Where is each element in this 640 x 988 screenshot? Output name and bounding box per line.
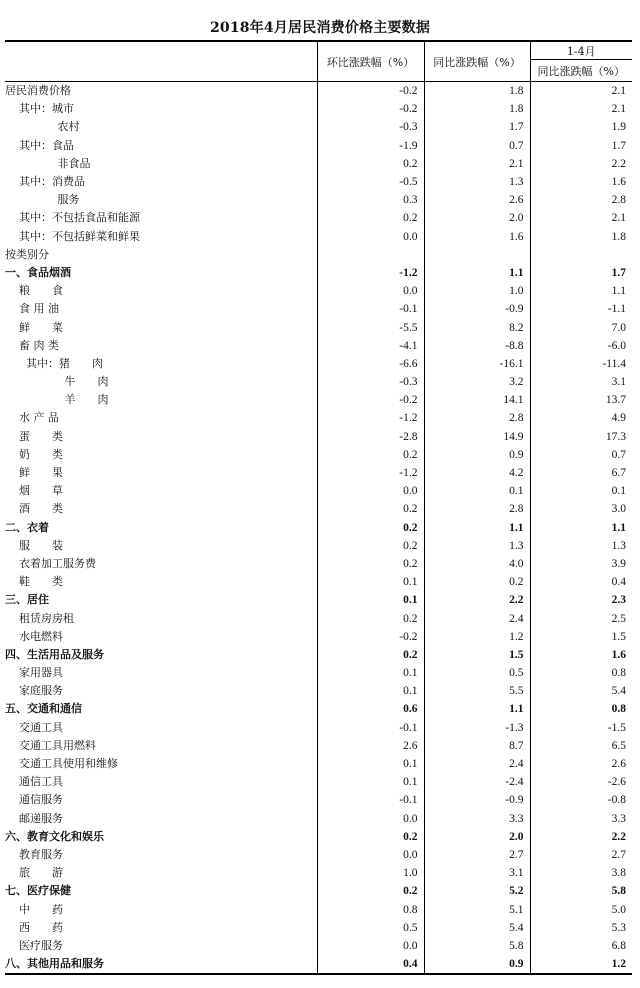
row-cum-value: 1.5 xyxy=(530,628,632,646)
row-label: 按类别分 xyxy=(5,247,49,261)
row-label: 其中：猪 肉 xyxy=(5,356,103,370)
row-yoy-value: 3.1 xyxy=(424,864,530,882)
row-label: 其中：食品 xyxy=(5,138,74,152)
row-cum-value: 2.8 xyxy=(530,191,632,209)
row-mom-value: 0.1 xyxy=(317,573,424,591)
table-row xyxy=(5,155,632,173)
table-row xyxy=(5,719,632,737)
row-mom-value: 1.0 xyxy=(317,864,424,882)
row-yoy-value: 2.6 xyxy=(424,191,530,209)
row-mom-value: 0.2 xyxy=(317,609,424,627)
table-row xyxy=(5,482,632,500)
row-yoy-value: 0.9 xyxy=(424,446,530,464)
row-mom-value: -1.2 xyxy=(317,464,424,482)
row-label: 居民消费价格 xyxy=(5,82,317,101)
row-cum-value: 2.3 xyxy=(530,591,632,609)
row-mom-value: 0.8 xyxy=(317,900,424,918)
row-yoy-value: 2.8 xyxy=(424,500,530,518)
row-yoy-value: 0.2 xyxy=(424,573,530,591)
row-mom-value: 0.5 xyxy=(317,919,424,937)
row-label: 六、教育文化和娱乐 xyxy=(5,829,104,843)
row-cum-value: -1.1 xyxy=(530,300,632,318)
table-row xyxy=(5,537,632,555)
row-yoy-value: 1.6 xyxy=(424,228,530,246)
table-row xyxy=(5,373,632,391)
table-row xyxy=(5,646,632,664)
row-cum-value: 13.7 xyxy=(530,391,632,409)
row-label: 蛋 类 xyxy=(5,429,63,443)
table-row xyxy=(5,846,632,864)
row-mom-value: -5.5 xyxy=(317,318,424,336)
row-cum-value xyxy=(530,246,632,264)
row-label: 交通工具 xyxy=(5,720,63,734)
table-row xyxy=(5,173,632,191)
row-mom-value: 0.0 xyxy=(317,810,424,828)
row-yoy-value: 2.4 xyxy=(424,755,530,773)
row-cum-value: -1.5 xyxy=(530,719,632,737)
header-cum-yoy: 同比涨跌幅（%） xyxy=(530,60,632,82)
row-mom-value: 0.2 xyxy=(317,209,424,227)
table-body xyxy=(5,82,632,975)
table-row xyxy=(5,591,632,609)
row-cum-value: 5.4 xyxy=(530,682,632,700)
row-mom-value: 0.0 xyxy=(317,937,424,955)
cpi-table xyxy=(5,40,632,975)
row-cum-value: 2.1 xyxy=(530,100,632,118)
row-mom-value: 0.1 xyxy=(317,755,424,773)
row-label: 交通工具使用和维修 xyxy=(5,757,118,771)
row-mom-value: 0.0 xyxy=(317,282,424,300)
row-mom-value: -1.2 xyxy=(317,409,424,427)
row-yoy-value: 0.9 xyxy=(424,955,530,974)
row-label: 其中：城市 xyxy=(5,102,74,116)
row-yoy-value: 3.2 xyxy=(424,373,530,391)
row-yoy-value: 2.8 xyxy=(424,409,530,427)
row-yoy-value: 14.9 xyxy=(424,428,530,446)
table-row xyxy=(5,919,632,937)
row-cum-value: 3.1 xyxy=(530,373,632,391)
row-cum-value: 2.1 xyxy=(530,209,632,227)
row-mom-value: -0.1 xyxy=(317,791,424,809)
row-label: 服 装 xyxy=(5,538,63,552)
table-row xyxy=(5,700,632,718)
row-yoy-value: 1.2 xyxy=(424,628,530,646)
row-cum-value: 3.0 xyxy=(530,500,632,518)
row-mom-value: -0.5 xyxy=(317,173,424,191)
row-label: 通信工具 xyxy=(5,775,63,789)
row-label: 烟 草 xyxy=(5,484,63,498)
row-yoy-value: 4.2 xyxy=(424,464,530,482)
row-label: 畜 肉 类 xyxy=(5,338,59,352)
row-yoy-value: 1.8 xyxy=(424,82,530,101)
row-label: 鲜 果 xyxy=(5,466,63,480)
row-cum-value: 3.9 xyxy=(530,555,632,573)
table-row xyxy=(5,628,632,646)
row-cum-value: 1.9 xyxy=(530,118,632,136)
table-row xyxy=(5,228,632,246)
row-yoy-value: 2.2 xyxy=(424,591,530,609)
row-mom-value: -0.3 xyxy=(317,373,424,391)
row-label: 教育服务 xyxy=(5,847,63,861)
table-row xyxy=(5,409,632,427)
row-label: 水 产 品 xyxy=(5,411,59,425)
row-label: 租赁房房租 xyxy=(5,611,74,625)
row-mom-value: -0.2 xyxy=(317,100,424,118)
row-label: 八、其他用品和服务 xyxy=(5,955,317,974)
row-yoy-value: 1.1 xyxy=(424,700,530,718)
row-cum-value: 3.8 xyxy=(530,864,632,882)
row-mom-value: -0.2 xyxy=(317,391,424,409)
row-cum-value: 1.2 xyxy=(530,955,632,974)
row-mom-value: -6.6 xyxy=(317,355,424,373)
row-cum-value: 0.4 xyxy=(530,573,632,591)
row-mom-value: -0.3 xyxy=(317,118,424,136)
row-mom-value: 0.1 xyxy=(317,664,424,682)
row-label: 七、医疗保健 xyxy=(5,884,71,898)
table-row xyxy=(5,555,632,573)
table-row xyxy=(5,519,632,537)
table-row xyxy=(5,337,632,355)
row-yoy-value: 0.7 xyxy=(424,137,530,155)
row-label: 通信服务 xyxy=(5,793,63,807)
table-row xyxy=(5,573,632,591)
row-yoy-value: 1.3 xyxy=(424,173,530,191)
row-cum-value: 2.1 xyxy=(530,82,632,101)
table-row xyxy=(5,737,632,755)
table-row xyxy=(5,773,632,791)
row-yoy-value: 2.1 xyxy=(424,155,530,173)
table-row xyxy=(5,955,632,974)
row-cum-value: 7.0 xyxy=(530,318,632,336)
row-label: 四、生活用品及服务 xyxy=(5,647,104,661)
row-cum-value: 0.1 xyxy=(530,482,632,500)
row-mom-value: 0.1 xyxy=(317,773,424,791)
row-cum-value: 2.6 xyxy=(530,755,632,773)
row-mom-value: -0.2 xyxy=(317,82,424,101)
header-period: 1-4月 xyxy=(530,41,632,60)
row-yoy-value: 0.1 xyxy=(424,482,530,500)
row-label: 西 药 xyxy=(5,920,63,934)
row-label: 家用器具 xyxy=(5,666,63,680)
row-mom-value: 0.3 xyxy=(317,191,424,209)
table-row xyxy=(5,118,632,136)
table-row xyxy=(5,82,632,101)
row-mom-value: 0.2 xyxy=(317,155,424,173)
row-label: 服务 xyxy=(5,193,80,207)
table-row xyxy=(5,355,632,373)
row-yoy-value: -0.9 xyxy=(424,791,530,809)
table-row xyxy=(5,664,632,682)
row-yoy-value: 2.7 xyxy=(424,846,530,864)
row-yoy-value: 3.3 xyxy=(424,810,530,828)
row-cum-value: 0.8 xyxy=(530,700,632,718)
row-yoy-value: -0.9 xyxy=(424,300,530,318)
row-yoy-value: 1.0 xyxy=(424,282,530,300)
row-yoy-value: 5.8 xyxy=(424,937,530,955)
row-label: 二、衣着 xyxy=(5,520,49,534)
row-yoy-value: 5.4 xyxy=(424,919,530,937)
row-label: 粮 食 xyxy=(5,284,63,298)
row-mom-value: 0.2 xyxy=(317,828,424,846)
row-yoy-value: 5.5 xyxy=(424,682,530,700)
row-mom-value: -2.8 xyxy=(317,428,424,446)
table-row xyxy=(5,282,632,300)
row-label: 水电燃料 xyxy=(5,629,63,643)
row-label: 中 药 xyxy=(5,902,63,916)
row-yoy-value: 1.1 xyxy=(424,264,530,282)
row-label: 鞋 类 xyxy=(5,575,63,589)
row-cum-value: -6.0 xyxy=(530,337,632,355)
row-yoy-value: 14.1 xyxy=(424,391,530,409)
row-yoy-value: 8.2 xyxy=(424,318,530,336)
row-label: 邮递服务 xyxy=(5,811,63,825)
table-row xyxy=(5,300,632,318)
table-row xyxy=(5,810,632,828)
row-cum-value: 6.8 xyxy=(530,937,632,955)
header-blank-cell xyxy=(5,41,317,82)
row-label: 家庭服务 xyxy=(5,684,63,698)
row-yoy-value: 2.0 xyxy=(424,209,530,227)
row-yoy-value: 0.5 xyxy=(424,664,530,682)
row-label: 牛 肉 xyxy=(5,375,109,389)
row-yoy-value: 1.7 xyxy=(424,118,530,136)
row-cum-value: 1.6 xyxy=(530,173,632,191)
table-row xyxy=(5,246,632,264)
row-label: 羊 肉 xyxy=(5,393,109,407)
row-mom-value: 0.4 xyxy=(317,955,424,974)
row-yoy-value: -16.1 xyxy=(424,355,530,373)
row-mom-value: 0.2 xyxy=(317,882,424,900)
row-cum-value: 4.9 xyxy=(530,409,632,427)
table-header xyxy=(5,41,632,82)
row-yoy-value: 2.4 xyxy=(424,609,530,627)
row-cum-value: 2.2 xyxy=(530,828,632,846)
row-mom-value: 0.2 xyxy=(317,646,424,664)
row-yoy-value: 1.1 xyxy=(424,519,530,537)
row-cum-value: 6.7 xyxy=(530,464,632,482)
row-label: 医疗服务 xyxy=(5,938,63,952)
table-row xyxy=(5,937,632,955)
row-mom-value: 0.2 xyxy=(317,446,424,464)
row-cum-value: 3.3 xyxy=(530,810,632,828)
row-cum-value: 1.7 xyxy=(530,264,632,282)
row-mom-value: -1.9 xyxy=(317,137,424,155)
row-label: 奶 类 xyxy=(5,447,63,461)
row-yoy-value: 8.7 xyxy=(424,737,530,755)
row-label: 农村 xyxy=(5,120,80,134)
row-cum-value: 2.2 xyxy=(530,155,632,173)
row-mom-value: -0.1 xyxy=(317,300,424,318)
row-mom-value: -0.2 xyxy=(317,628,424,646)
table-row xyxy=(5,100,632,118)
row-label: 食 用 油 xyxy=(5,302,59,316)
table-row xyxy=(5,900,632,918)
table-row xyxy=(5,828,632,846)
row-cum-value: 5.0 xyxy=(530,900,632,918)
row-mom-value: 0.0 xyxy=(317,482,424,500)
row-cum-value: 5.8 xyxy=(530,882,632,900)
row-cum-value: 0.7 xyxy=(530,446,632,464)
row-mom-value: -0.1 xyxy=(317,719,424,737)
row-cum-value: 1.6 xyxy=(530,646,632,664)
row-label: 鲜 菜 xyxy=(5,320,63,334)
row-mom-value: 0.0 xyxy=(317,846,424,864)
table-row xyxy=(5,682,632,700)
row-label: 其中：不包括食品和能源 xyxy=(5,211,140,225)
row-yoy-value: -2.4 xyxy=(424,773,530,791)
row-label: 三、居住 xyxy=(5,593,49,607)
row-cum-value: 5.3 xyxy=(530,919,632,937)
header-yoy: 同比涨跌幅（%） xyxy=(424,41,530,82)
table-row xyxy=(5,755,632,773)
row-yoy-value: 4.0 xyxy=(424,555,530,573)
row-mom-value: 2.6 xyxy=(317,737,424,755)
row-label: 五、交通和通信 xyxy=(5,702,82,716)
row-label: 衣着加工服务费 xyxy=(5,556,96,570)
row-cum-value: 1.3 xyxy=(530,537,632,555)
row-cum-value: -2.6 xyxy=(530,773,632,791)
table-row xyxy=(5,264,632,282)
row-mom-value: 0.2 xyxy=(317,537,424,555)
row-cum-value: 2.5 xyxy=(530,609,632,627)
document-title: 2018年4月居民消费价格主要数据 xyxy=(209,20,431,36)
row-mom-value: 0.2 xyxy=(317,500,424,518)
table-row xyxy=(5,609,632,627)
row-yoy-value: 1.3 xyxy=(424,537,530,555)
row-mom-value: -1.2 xyxy=(317,264,424,282)
row-yoy-value xyxy=(424,246,530,264)
table-row xyxy=(5,391,632,409)
row-yoy-value: 1.8 xyxy=(424,100,530,118)
row-cum-value: 1.1 xyxy=(530,282,632,300)
row-label: 酒 类 xyxy=(5,502,63,516)
table-row xyxy=(5,446,632,464)
table-row xyxy=(5,464,632,482)
table-row xyxy=(5,318,632,336)
table-row xyxy=(5,428,632,446)
row-cum-value: -11.4 xyxy=(530,355,632,373)
row-mom-value: 0.1 xyxy=(317,591,424,609)
row-cum-value: 2.7 xyxy=(530,846,632,864)
row-cum-value: -0.8 xyxy=(530,791,632,809)
row-mom-value xyxy=(317,246,424,264)
row-yoy-value: 5.2 xyxy=(424,882,530,900)
table-row xyxy=(5,209,632,227)
row-yoy-value: 2.0 xyxy=(424,828,530,846)
table-row xyxy=(5,500,632,518)
row-label: 一、食品烟酒 xyxy=(5,265,71,279)
row-cum-value: 1.8 xyxy=(530,228,632,246)
row-cum-value: 1.1 xyxy=(530,519,632,537)
row-label: 其中：消费品 xyxy=(5,175,85,189)
row-mom-value: 0.2 xyxy=(317,519,424,537)
row-mom-value: 0.1 xyxy=(317,682,424,700)
row-mom-value: 0.0 xyxy=(317,228,424,246)
row-yoy-value: -1.3 xyxy=(424,719,530,737)
row-cum-value: 0.8 xyxy=(530,664,632,682)
table-row xyxy=(5,864,632,882)
row-yoy-value: 1.5 xyxy=(424,646,530,664)
row-label: 旅 游 xyxy=(5,866,63,880)
row-label: 交通工具用燃料 xyxy=(5,738,96,752)
row-label: 非食品 xyxy=(5,156,91,170)
row-cum-value: 1.7 xyxy=(530,137,632,155)
row-mom-value: 0.2 xyxy=(317,555,424,573)
row-label: 其中：不包括鲜菜和鲜果 xyxy=(5,229,140,243)
row-cum-value: 6.5 xyxy=(530,737,632,755)
table-row xyxy=(5,137,632,155)
row-mom-value: 0.6 xyxy=(317,700,424,718)
table-row xyxy=(5,191,632,209)
row-mom-value: -4.1 xyxy=(317,337,424,355)
table-row xyxy=(5,791,632,809)
table-row xyxy=(5,882,632,900)
row-cum-value: 17.3 xyxy=(530,428,632,446)
row-yoy-value: 5.1 xyxy=(424,900,530,918)
row-yoy-value: -8.8 xyxy=(424,337,530,355)
header-mom: 环比涨跌幅（%） xyxy=(317,41,424,82)
